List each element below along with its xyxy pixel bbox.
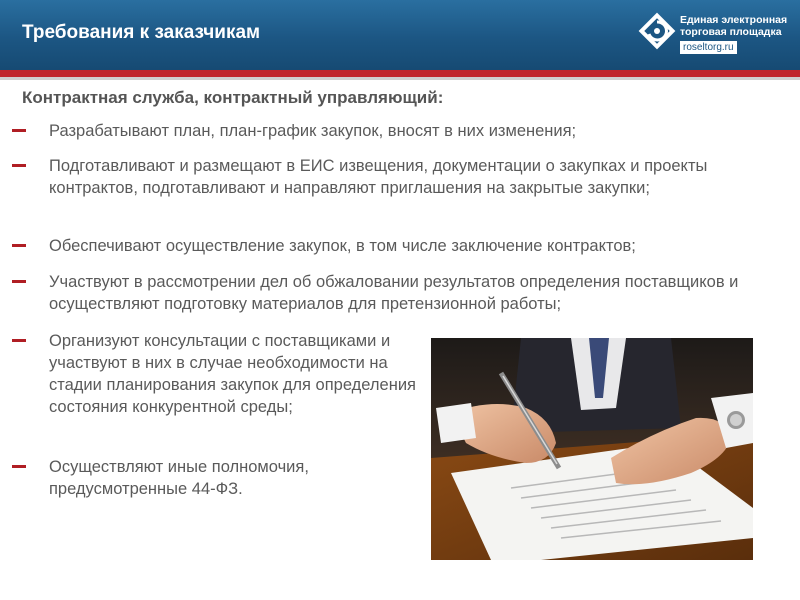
red-dash-icon bbox=[12, 339, 26, 342]
slide-header bbox=[0, 0, 800, 70]
list-item-text: Разрабатывают план, план-график закупок, вносят в них изменения; bbox=[49, 122, 577, 140]
list-item-text: Обеспечивают осуществление закупок, в том числе заключение контрактов; bbox=[49, 237, 636, 255]
list-item bbox=[12, 120, 782, 142]
logo-text bbox=[680, 14, 787, 38]
list-item-text: Подготавливают и размещают в ЕИС извещения, документации о закупках и проекты контрактов, подготавливают и направляют приглашения на закрытые закупки; bbox=[49, 157, 708, 197]
slide-title: Требования к заказчикам bbox=[22, 22, 261, 43]
list-item bbox=[12, 155, 782, 199]
list-item-text: Участвуют в рассмотрении дел об обжаловании результатов определения поставщиков и осуществляют подготовку материалов для претензионной работы; bbox=[49, 273, 739, 313]
red-dash-icon bbox=[12, 129, 26, 132]
signing-photo bbox=[431, 338, 753, 560]
header-gray-band bbox=[0, 77, 800, 80]
logo-line-2: торговая площадка bbox=[680, 26, 782, 38]
list-item bbox=[12, 235, 782, 257]
red-dash-icon bbox=[12, 164, 26, 167]
list-item bbox=[12, 271, 782, 315]
list-item-text: Осуществляют иные полномочия, предусмотренные 44-ФЗ. bbox=[49, 458, 309, 498]
section-subtitle: Контрактная служба, контрактный управляющий: bbox=[22, 88, 444, 107]
red-dash-icon bbox=[12, 244, 26, 247]
header-red-band bbox=[0, 70, 800, 77]
logo-line-1: Единая электронная bbox=[680, 14, 788, 26]
list-item-text: Организуют консультации с поставщиками и участвуют в них в случае необходимости на стадии планирования закупок для определения состояния конкурентной среды; bbox=[49, 332, 416, 416]
roseltorg-logo-icon bbox=[638, 12, 676, 50]
logo-url: roseltorg.ru bbox=[680, 41, 737, 54]
red-dash-icon bbox=[12, 465, 26, 468]
red-dash-icon bbox=[12, 280, 26, 283]
